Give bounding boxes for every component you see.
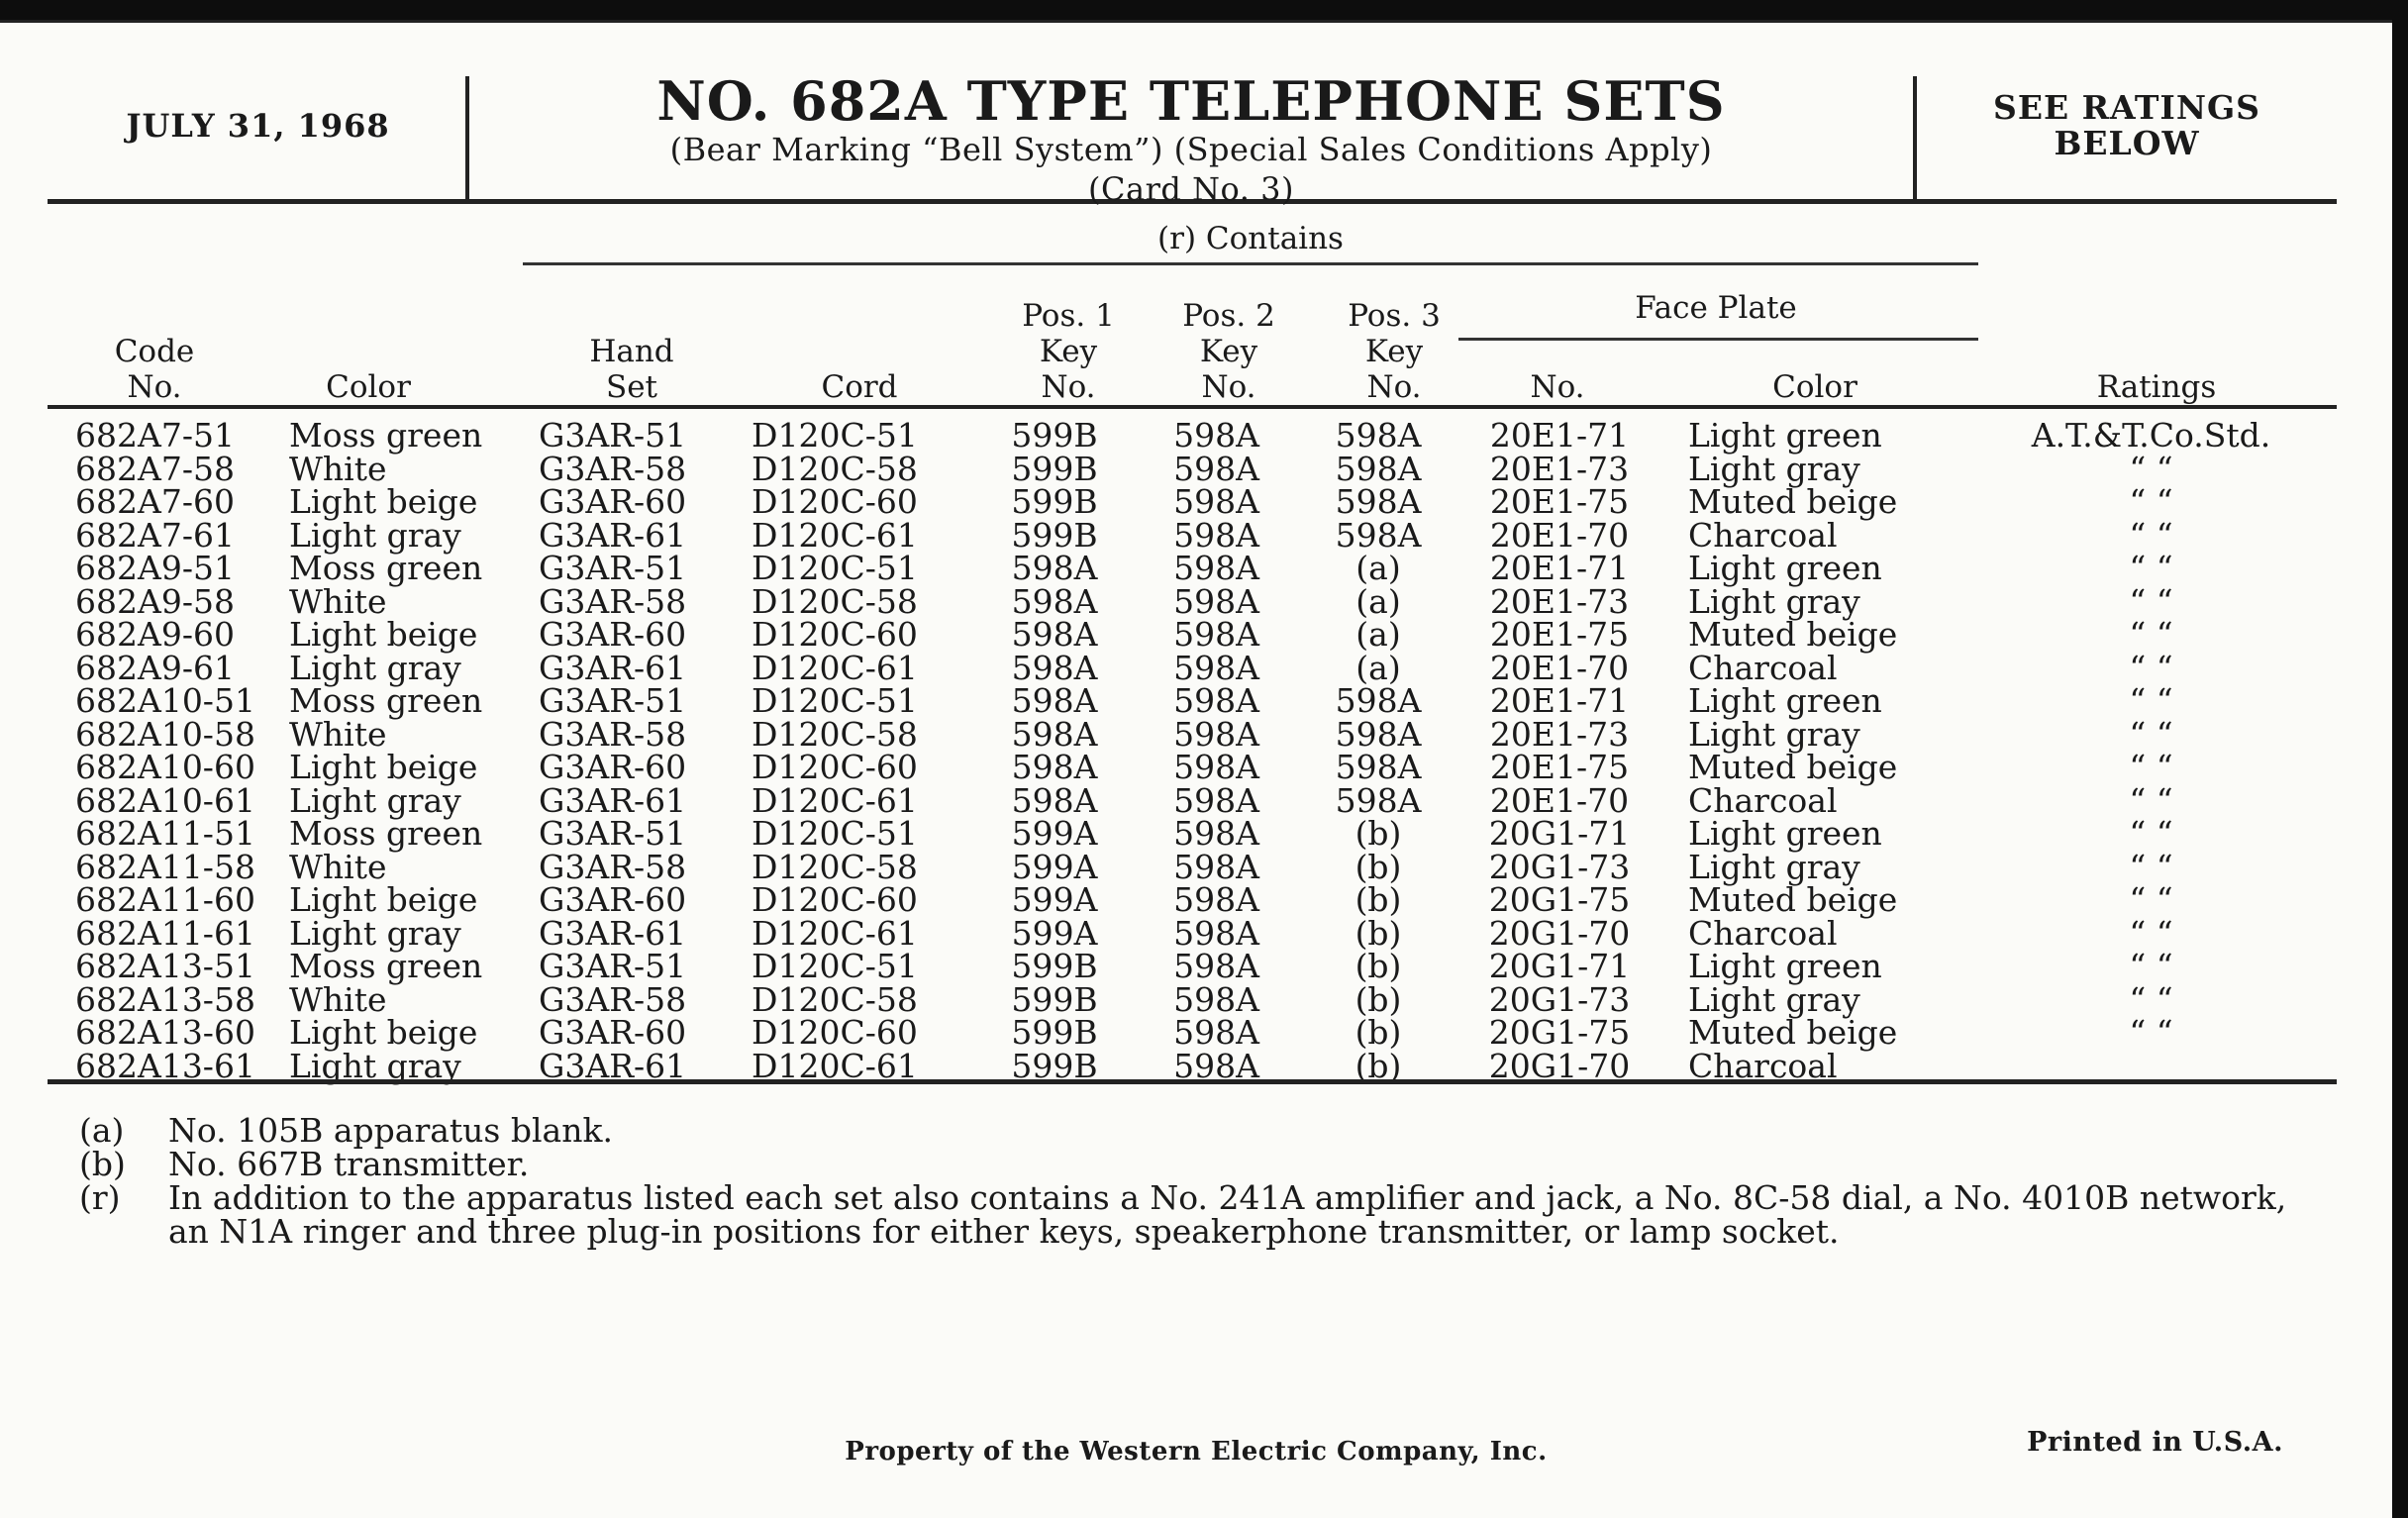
faceplate-no-cell: 20G1-71: [1488, 814, 1631, 853]
faceplate-no-cell: 20E1-70: [1489, 648, 1630, 687]
rating-cell: “ “: [2129, 681, 2173, 720]
footnotes: [79, 1111, 2337, 1251]
header-faceplate-color: Color: [1772, 369, 1857, 405]
hand-set-cell: G3AR-58: [539, 449, 687, 488]
color-cell: White: [289, 714, 387, 754]
pos3-key-cell: (a): [1355, 549, 1401, 587]
table-row: [48, 917, 2337, 951]
cord-cell: D120C-60: [752, 880, 918, 919]
color-cell: White: [289, 581, 387, 621]
pos3-key-cell: (b): [1354, 880, 1402, 919]
pos3-key-cell: (a): [1355, 615, 1401, 654]
pos1-key-cell: 599A: [1011, 847, 1098, 886]
pos2-key-cell: 598A: [1173, 979, 1259, 1019]
hand-set-cell: G3AR-51: [539, 814, 687, 853]
code-no-cell: 682A13-60: [75, 1013, 255, 1052]
pos3-key-cell: (b): [1354, 947, 1402, 985]
header-key-2: Pos. 2 Key No.: [1182, 298, 1275, 405]
code-no-cell: 682A9-61: [75, 648, 235, 687]
footnote-tag: (b): [79, 1145, 126, 1183]
table-row: [48, 485, 2337, 519]
faceplate-no-cell: 20G1-75: [1488, 880, 1631, 919]
code-no-cell: 682A10-61: [75, 780, 255, 820]
faceplate-color-cell: Muted beige: [1688, 482, 1898, 521]
color-cell: White: [289, 979, 387, 1019]
table-row: [48, 652, 2337, 685]
pos1-key-cell: 599B: [1011, 482, 1098, 521]
faceplate-no-cell: 20E1-75: [1489, 615, 1630, 654]
hand-set-cell: G3AR-60: [539, 880, 687, 919]
title-block: [469, 69, 1913, 209]
faceplate-no-cell: 20G1-70: [1488, 913, 1631, 953]
hand-set-cell: G3AR-51: [539, 416, 687, 455]
cord-cell: D120C-61: [752, 648, 918, 687]
hand-set-cell: G3AR-61: [539, 648, 687, 687]
table-row: [48, 453, 2337, 486]
rating-cell: “ “: [2129, 814, 2173, 853]
faceplate-no-cell: 20E1-71: [1489, 549, 1630, 587]
pos3-key-cell: 598A: [1335, 416, 1422, 455]
code-no-cell: 682A9-58: [75, 581, 235, 621]
pos2-key-cell: 598A: [1173, 549, 1259, 587]
faceplate-color-cell: Light gray: [1688, 449, 1860, 488]
header-ratings: Ratings: [2096, 369, 2217, 405]
code-no-cell: 682A11-51: [75, 814, 255, 853]
color-cell: Light beige: [289, 748, 478, 786]
faceplate-no-cell: 20E1-71: [1489, 416, 1630, 455]
pos2-key-cell: 598A: [1173, 714, 1259, 754]
table-row: [48, 950, 2337, 983]
pos3-key-cell: (a): [1355, 581, 1401, 621]
pos3-key-cell: 598A: [1335, 714, 1422, 754]
hand-set-cell: G3AR-60: [539, 1013, 687, 1052]
code-no-cell: 682A13-58: [75, 979, 255, 1019]
faceplate-color-cell: Light gray: [1688, 581, 1860, 621]
cord-cell: D120C-51: [752, 947, 918, 985]
pos3-key-cell: 598A: [1335, 515, 1422, 555]
cord-cell: D120C-60: [752, 482, 918, 521]
pos1-key-cell: 599B: [1011, 449, 1098, 488]
cord-cell: D120C-51: [752, 416, 918, 455]
footnote-tag: (a): [79, 1111, 125, 1150]
faceplate-no-cell: 20G1-73: [1488, 847, 1631, 886]
pos1-key-cell: 598A: [1011, 648, 1098, 687]
cord-cell: D120C-51: [752, 681, 918, 720]
color-cell: Light gray: [289, 913, 461, 953]
faceplate-color-cell: Muted beige: [1688, 748, 1898, 786]
faceplate-no-cell: 20G1-73: [1488, 979, 1631, 1019]
faceplate-color-cell: Light green: [1688, 814, 1882, 853]
pos2-key-cell: 598A: [1173, 814, 1259, 853]
issue-date: JULY 31, 1968: [126, 107, 390, 145]
pos3-key-cell: (a): [1355, 648, 1401, 687]
faceplate-color-cell: Light gray: [1688, 847, 1860, 886]
cord-cell: D120C-61: [752, 780, 918, 820]
code-no-cell: 682A9-60: [75, 615, 235, 654]
color-cell: Moss green: [289, 549, 483, 587]
hand-set-cell: G3AR-61: [539, 515, 687, 555]
pos3-key-cell: 598A: [1335, 449, 1422, 488]
pos2-key-cell: 598A: [1173, 748, 1259, 786]
ratings-note: [1917, 76, 2337, 175]
rating-cell: “ “: [2129, 847, 2173, 886]
faceplate-color-cell: Charcoal: [1688, 648, 1838, 687]
cord-cell: D120C-61: [752, 515, 918, 555]
pos2-key-cell: 598A: [1173, 581, 1259, 621]
property-notice: Property of the Western Electric Company, Inc.: [845, 1437, 1548, 1467]
hand-set-cell: G3AR-61: [539, 780, 687, 820]
hand-set-cell: G3AR-58: [539, 714, 687, 754]
rating-cell: “ “: [2129, 880, 2173, 919]
faceplate-color-cell: Light green: [1688, 947, 1882, 985]
faceplate-color-cell: Charcoal: [1688, 1046, 1838, 1085]
hand-set-cell: G3AR-61: [539, 1046, 687, 1085]
pos1-key-cell: 599A: [1011, 913, 1098, 953]
code-no-cell: 682A10-51: [75, 681, 255, 720]
rating-cell: “ “: [2129, 947, 2173, 985]
faceplate-color-cell: Muted beige: [1688, 1013, 1898, 1052]
table-row: [48, 751, 2337, 784]
table-row: [48, 419, 2337, 453]
faceplate-color-cell: Charcoal: [1688, 780, 1838, 820]
data-table: [48, 416, 2337, 1085]
ratings-note-line-2: BELOW: [2054, 124, 2200, 162]
page-subtitle: (Bear Marking “Bell System”) (Special Sales Conditions Apply): [669, 131, 1713, 168]
code-no-cell: 682A11-61: [75, 913, 255, 953]
footnote: [79, 1111, 2337, 1150]
table-row: [48, 684, 2337, 718]
table-row: [48, 1050, 2337, 1083]
hand-set-cell: G3AR-58: [539, 979, 687, 1019]
color-cell: Light gray: [289, 515, 461, 555]
footnote-text: No. 105B apparatus blank.: [168, 1111, 613, 1150]
color-cell: Light beige: [289, 615, 478, 654]
code-no-cell: 682A10-58: [75, 714, 255, 754]
color-cell: Light gray: [289, 648, 461, 687]
color-cell: Light gray: [289, 780, 461, 820]
code-no-cell: 682A11-58: [75, 847, 255, 886]
color-cell: Moss green: [289, 814, 483, 853]
pos1-key-cell: 599B: [1011, 947, 1098, 985]
pos1-key-cell: 599B: [1011, 416, 1098, 455]
pos2-key-cell: 598A: [1173, 449, 1259, 488]
color-cell: Moss green: [289, 947, 483, 985]
rating-cell: “ “: [2129, 449, 2173, 488]
code-no-cell: 682A10-60: [75, 748, 255, 786]
rating-cell: “ “: [2129, 615, 2173, 654]
faceplate-no-cell: 20E1-70: [1489, 515, 1630, 555]
table-row: [48, 883, 2337, 917]
cord-cell: D120C-58: [752, 847, 918, 886]
code-no-cell: 682A9-51: [75, 549, 235, 587]
color-cell: White: [289, 847, 387, 886]
footnote-text: In addition to the apparatus listed each set also contains a No. 241A amplifier and jack, a No. 8C-58 dial, a No. 4010B network, an N1A ringer and three plug-in positions for either keys, speakerphone transmitter, or lamp socket.: [168, 1178, 2287, 1251]
faceplate-color-cell: Charcoal: [1688, 515, 1838, 555]
faceplate-color-cell: Light gray: [1688, 714, 1860, 754]
pos2-key-cell: 598A: [1173, 416, 1259, 455]
rating-cell: [1965, 1050, 2337, 1083]
catalog-card: [0, 20, 2392, 1518]
faceplate-no-cell: 20E1-73: [1489, 714, 1630, 754]
pos2-key-cell: 598A: [1173, 482, 1259, 521]
footnote: [79, 1178, 2337, 1251]
printed-notice: Printed in U.S.A.: [2027, 1427, 2283, 1458]
faceplate-color-cell: Light gray: [1688, 979, 1860, 1019]
pos1-key-cell: 599B: [1011, 1046, 1098, 1085]
cord-cell: D120C-58: [752, 714, 918, 754]
pos3-key-cell: 598A: [1335, 482, 1422, 521]
header-key-1: Pos. 1 Key No.: [1022, 298, 1115, 405]
code-no-cell: 682A7-60: [75, 482, 235, 521]
cord-cell: D120C-58: [752, 449, 918, 488]
table-row: [48, 817, 2337, 851]
pos1-key-cell: 599A: [1011, 880, 1098, 919]
color-cell: Light beige: [289, 482, 478, 521]
pos2-key-cell: 598A: [1173, 780, 1259, 820]
table-row: [48, 784, 2337, 818]
code-no-cell: 682A11-60: [75, 880, 255, 919]
faceplate-no-cell: 20E1-75: [1489, 482, 1630, 521]
table-row: [48, 552, 2337, 585]
contains-label: (r) Contains: [1157, 221, 1344, 256]
faceplate-no-cell: 20E1-73: [1489, 581, 1630, 621]
pos2-key-cell: 598A: [1173, 515, 1259, 555]
pos1-key-cell: 598A: [1011, 615, 1098, 654]
pos1-key-cell: 598A: [1011, 581, 1098, 621]
rating-cell: “ “: [2129, 1013, 2173, 1052]
hand-set-cell: G3AR-51: [539, 681, 687, 720]
table-row: [48, 1016, 2337, 1050]
pos2-key-cell: 598A: [1173, 681, 1259, 720]
pos2-key-cell: 598A: [1173, 615, 1259, 654]
pos1-key-cell: 598A: [1011, 681, 1098, 720]
rating-cell: “ “: [2129, 549, 2173, 587]
header-rule: [48, 405, 2337, 409]
cord-cell: D120C-61: [752, 913, 918, 953]
color-cell: Light gray: [289, 1046, 461, 1085]
header-color: Color: [326, 369, 411, 405]
faceplate-no-cell: 20E1-70: [1489, 780, 1630, 820]
pos1-key-cell: 599A: [1011, 814, 1098, 853]
hand-set-cell: G3AR-61: [539, 913, 687, 953]
footnote-text: No. 667B transmitter.: [168, 1145, 530, 1183]
color-cell: Moss green: [289, 681, 483, 720]
rating-cell: “ “: [2129, 714, 2173, 754]
hand-set-cell: G3AR-58: [539, 581, 687, 621]
faceplate-color-cell: Light green: [1688, 681, 1882, 720]
rating-cell: “ “: [2129, 748, 2173, 786]
rating-cell: “ “: [2129, 913, 2173, 953]
code-no-cell: 682A7-58: [75, 449, 235, 488]
code-no-cell: 682A13-51: [75, 947, 255, 985]
rating-cell: “ “: [2129, 482, 2173, 521]
color-cell: Light beige: [289, 880, 478, 919]
pos3-key-cell: 598A: [1335, 748, 1422, 786]
pos1-key-cell: 599B: [1011, 979, 1098, 1019]
pos1-key-cell: 598A: [1011, 748, 1098, 786]
card-header: [48, 52, 2337, 208]
table-row: [48, 519, 2337, 553]
code-no-cell: 682A13-61: [75, 1046, 255, 1085]
pos3-key-cell: (b): [1354, 847, 1402, 886]
pos2-key-cell: 598A: [1173, 913, 1259, 953]
header-hand-set: Hand Set: [589, 334, 674, 405]
header-code: Code No.: [114, 334, 195, 405]
pos2-key-cell: 598A: [1173, 1046, 1259, 1085]
cord-cell: D120C-61: [752, 1046, 918, 1085]
faceplate-no-cell: 20E1-71: [1489, 681, 1630, 720]
header-faceplate-no: No.: [1530, 369, 1585, 405]
color-cell: Moss green: [289, 416, 483, 455]
faceplate-color-cell: Light green: [1688, 549, 1882, 587]
faceplate-no-cell: 20E1-73: [1489, 449, 1630, 488]
rating-cell: “ “: [2129, 515, 2173, 555]
header-key-3: Pos. 3 Key No.: [1348, 298, 1441, 405]
cord-cell: D120C-60: [752, 1013, 918, 1052]
faceplate-color-cell: Light green: [1688, 416, 1882, 455]
page-title: NO. 682A TYPE TELEPHONE SETS: [656, 69, 1726, 133]
faceplate-no-cell: 20G1-70: [1488, 1046, 1631, 1085]
hand-set-cell: G3AR-60: [539, 482, 687, 521]
table-row: [48, 585, 2337, 619]
pos3-key-cell: (b): [1354, 1013, 1402, 1052]
header-cord: Cord: [821, 369, 898, 405]
color-cell: Light beige: [289, 1013, 478, 1052]
faceplate-no-cell: 20G1-71: [1488, 947, 1631, 985]
hand-set-cell: G3AR-51: [539, 549, 687, 587]
faceplate-no-cell: 20E1-75: [1489, 748, 1630, 786]
pos2-key-cell: 598A: [1173, 1013, 1259, 1052]
rating-cell: “ “: [2129, 581, 2173, 621]
pos1-key-cell: 599B: [1011, 1013, 1098, 1052]
table-bottom-rule: [48, 1079, 2337, 1084]
pos2-key-cell: 598A: [1173, 947, 1259, 985]
ratings-note-line-1: SEE RATINGS: [1992, 88, 2261, 127]
table-header: [48, 211, 2337, 405]
color-cell: White: [289, 449, 387, 488]
table-row: [48, 718, 2337, 752]
pos1-key-cell: 598A: [1011, 714, 1098, 754]
cord-cell: D120C-51: [752, 814, 918, 853]
faceplate-color-cell: Charcoal: [1688, 913, 1838, 953]
pos3-key-cell: (b): [1354, 814, 1402, 853]
code-no-cell: 682A7-51: [75, 416, 235, 455]
cord-cell: D120C-51: [752, 549, 918, 587]
pos3-key-cell: (b): [1354, 979, 1402, 1019]
hand-set-cell: G3AR-51: [539, 947, 687, 985]
cord-cell: D120C-58: [752, 581, 918, 621]
pos1-key-cell: 598A: [1011, 780, 1098, 820]
hand-set-cell: G3AR-60: [539, 748, 687, 786]
rating-cell: “ “: [2129, 648, 2173, 687]
pos3-key-cell: (b): [1354, 913, 1402, 953]
pos3-key-cell: 598A: [1335, 780, 1422, 820]
cord-cell: D120C-58: [752, 979, 918, 1019]
cord-cell: D120C-60: [752, 748, 918, 786]
faceplate-color-cell: Muted beige: [1688, 880, 1898, 919]
hand-set-cell: G3AR-60: [539, 615, 687, 654]
faceplate-no-cell: 20G1-75: [1488, 1013, 1631, 1052]
rating-cell: A.T.&T.Co.Std.: [2031, 416, 2271, 455]
footnote: [79, 1145, 2337, 1183]
pos2-key-cell: 598A: [1173, 648, 1259, 687]
table-row: [48, 983, 2337, 1017]
table-row: [48, 618, 2337, 652]
pos3-key-cell: (b): [1354, 1046, 1402, 1085]
pos2-key-cell: 598A: [1173, 847, 1259, 886]
pos2-key-cell: 598A: [1173, 880, 1259, 919]
table-row: [48, 851, 2337, 884]
rating-cell: “ “: [2129, 780, 2173, 820]
faceplate-label: Face Plate: [1635, 290, 1797, 326]
cord-cell: D120C-60: [752, 615, 918, 654]
pos1-key-cell: 598A: [1011, 549, 1098, 587]
pos3-key-cell: 598A: [1335, 681, 1422, 720]
code-no-cell: 682A7-61: [75, 515, 235, 555]
faceplate-color-cell: Muted beige: [1688, 615, 1898, 654]
footnote-tag: (r): [79, 1178, 121, 1217]
rating-cell: “ “: [2129, 979, 2173, 1019]
card-number: (Card No. 3): [1088, 170, 1294, 208]
pos1-key-cell: 599B: [1011, 515, 1098, 555]
hand-set-cell: G3AR-58: [539, 847, 687, 886]
